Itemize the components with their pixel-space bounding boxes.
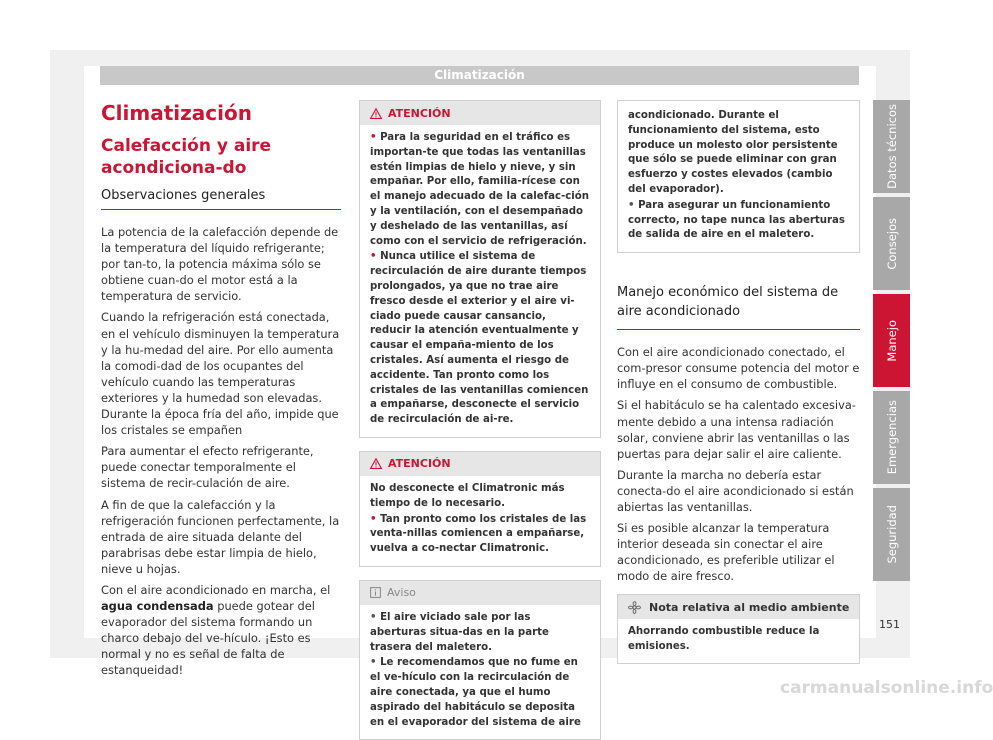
page-subtitle: Calefacción y aire acondiciona-do — [101, 136, 272, 178]
column-2 — [359, 96, 601, 740]
paragraph: Con el aire acondicionado conectado, el com-presor consume potencia del motor e influye en el consumo de combustible. — [617, 345, 860, 392]
paragraph: A fin de que la calefacción y la refrigeración funcionen perfectamente, la entrada de aire situada delante del parabrisas debe estar limpia de hielo, nieve u hojas. — [101, 497, 340, 576]
warning-box-body — [360, 476, 600, 566]
environment-note-header — [618, 595, 859, 619]
warning-label: ATENCIÓN — [388, 106, 451, 120]
paragraph: Si es posible alcanzar la temperatura interior deseada sin conectar el aire acondicionado, es preferible utilizar el modo de aire fresco. — [617, 521, 835, 584]
tab-seguridad[interactable] — [873, 488, 910, 581]
warning-box-2 — [359, 451, 601, 567]
paragraph: Para aumentar el efecto refrigerante, puede conectar temporalmente el sistema de recir-culación de aire. — [101, 444, 314, 491]
notice-box-header — [360, 581, 600, 605]
list-item-text: Nunca utilice el sistema de recirculación de aire durante tiempos prolongados, ya que no trae aire fresco desde el exterior y el aire vi-ciado puede causar cansancio, reducir la atención eventualmente y causar el empaña-miento de los cristales. Así aumenta el riesgo de accidente. Tan pronto como los cristales de las ventanillas comiencen a empañarse, desconecte el servicio de recirculación de ai-re. — [370, 251, 589, 426]
list-item-text: Le recomendamos que no fume en el ve-hículo con la recirculación de aire conectada, ya que el humo aspirado del habitáculo se deposita en el evaporador del sistema de aire — [370, 657, 581, 728]
notice-box-body — [618, 101, 859, 252]
body-text — [617, 344, 860, 584]
list-item: • Para la seguridad en el tráfico es importan-te que todas las ventanillas estén limpias de hielo y nieve, y sin empañar. Por ello, familia-rícese con el manejo adecuado de la calefac-ción y la ventilación, con el desempañado y deshelado de las ventanillas, así como con el servicio de refrigeración. — [370, 132, 590, 247]
info-square-icon — [370, 587, 381, 598]
list-item: • Tan pronto como los cristales de las venta-nillas comiencen a empañarse, vuelva a co-nectar Climatronic. — [370, 513, 587, 555]
list-item-text: Para la seguridad en el tráfico es importan-te que todas las ventanillas estén limpias de hielo y nieve, y sin empañar. Por ello, familia-rícese con el manejo adecuado de la calefac-ción y la ventilación, con el desempañado y deshelado de las ventanillas, así como con el servicio de refrigeración. — [370, 132, 590, 247]
environment-note-body: Ahorrando combustible reduce la emisiones. — [628, 626, 820, 653]
warning-intro: No desconecte el Climatronic más tiempo de lo necesario. — [370, 482, 565, 509]
paragraph-text: puede gotear del evaporador del sistema formando un charco debajo del ve-hículo. ¡Esto es normal y no es señal de falta de estanqueidad! — [101, 599, 315, 678]
section-heading: Manejo económico del sistema de aire acondicionado — [617, 283, 860, 330]
warning-triangle-icon — [370, 458, 382, 469]
list-item-text: Tan pronto como los cristales de las venta-nillas comiencen a empañarse, vuelva a co-nectar Climatronic. — [370, 513, 587, 555]
paragraph-text: Con el aire acondicionado en marcha, el — [101, 582, 331, 597]
environment-note-label: Nota relativa al medio ambiente — [649, 600, 850, 614]
tab-label: Seguridad — [884, 505, 899, 564]
warning-box-header — [360, 452, 600, 476]
page-number: 151 — [879, 618, 900, 631]
tab-label: Emergencias — [884, 400, 899, 475]
paragraph: La potencia de la calefacción depende de la temperatura del líquido refrigerante; por tan-to, la potencia máxima sólo se obtiene cuan-do el motor está a la temperatura de servicio. — [101, 225, 339, 304]
list-item: • Nunca utilice el sistema de recirculación de aire durante tiempos prolongados, ya que no trae aire fresco desde el exterior y el aire vi-ciado puede causar cansancio, reducir la atención eventualmente y causar el empaña-miento de los cristales. Así aumenta el riesgo de accidente. Tan pronto como los cristales de las ventanillas comiencen a empañarse, desconecte el servicio de recirculación de ai-re. — [370, 251, 589, 426]
notice-label: Aviso — [387, 586, 416, 600]
list-item: • Para asegurar un funcionamiento correcto, no tape nunca las aberturas de salida de aire en el maletero. — [628, 199, 845, 241]
warning-label: ATENCIÓN — [388, 457, 451, 471]
warning-triangle-icon — [370, 108, 382, 119]
tab-label: Datos técnicos — [884, 104, 899, 189]
list-item: • El aire viciado sale por las aberturas situa-das en la parte trasera del maletero. — [370, 611, 549, 653]
warning-box-body — [360, 125, 600, 437]
chapter-tabs — [873, 100, 910, 585]
chapter-header-title: Climatización — [434, 68, 525, 82]
body-text — [101, 224, 341, 679]
list-item-text: Para asegurar un funcionamiento correcto, no tape nunca las aberturas de salida de aire en el maletero. — [628, 199, 845, 241]
paragraph — [101, 582, 341, 679]
warning-box-1 — [359, 100, 601, 438]
list-item-text: El aire viciado sale por las aberturas situa-das en la parte trasera del maletero. — [370, 611, 549, 653]
watermark: carmanualsonline.info — [780, 678, 993, 698]
tab-emergencias[interactable] — [873, 391, 910, 484]
column-3 — [617, 96, 860, 664]
notice-box-body — [360, 605, 600, 739]
notice-box — [359, 580, 601, 740]
bold-term: agua condensada — [101, 599, 214, 614]
flower-icon — [628, 601, 641, 614]
warning-box-header — [360, 101, 600, 125]
tab-label: Manejo — [884, 319, 899, 362]
environment-note-box — [617, 594, 860, 664]
tab-consejos[interactable] — [873, 197, 910, 290]
list-item: • Le recomendamos que no fume en el ve-hículo con la recirculación de aire conectada, ya que el humo aspirado del habitáculo se deposita en el evaporador del sistema de aire — [370, 657, 581, 728]
tab-label: Consejos — [884, 217, 899, 270]
paragraph: Si el habitáculo se ha calentado excesiva-mente debido a una intensa radiación solar, conviene abrir las ventanillas o las puertas para dejar salir el aire caliente. — [617, 398, 856, 461]
section-heading: Observaciones generales — [101, 188, 341, 210]
page-title: Climatización — [101, 101, 252, 125]
notice-continued-text: acondicionado. Durante el funcionamiento del sistema, esto produce un molesto olor persistente que sólo se puede eliminar con gran esfuerzo y costes elevados (cambio del evaporador). — [628, 110, 838, 195]
tab-manejo[interactable] — [873, 294, 910, 387]
tab-datos-tecnicos[interactable] — [873, 100, 910, 193]
notice-box-continued — [617, 100, 860, 253]
paragraph: Cuando la refrigeración está conectada, en el vehículo disminuyen la temperatura y la hu-medad del aire. Por ello aumenta la comodi-dad de los ocupantes del vehículo cuando las temperaturas exteriores y la humedad son elevadas. Durante la época fría del año, impide que los cristales se empañen — [101, 310, 340, 438]
paragraph: Durante la marcha no debería estar conecta-do el aire acondicionado si están abiertas las ventanillas. — [617, 467, 854, 515]
chapter-header — [100, 66, 859, 85]
column-1 — [101, 96, 341, 684]
